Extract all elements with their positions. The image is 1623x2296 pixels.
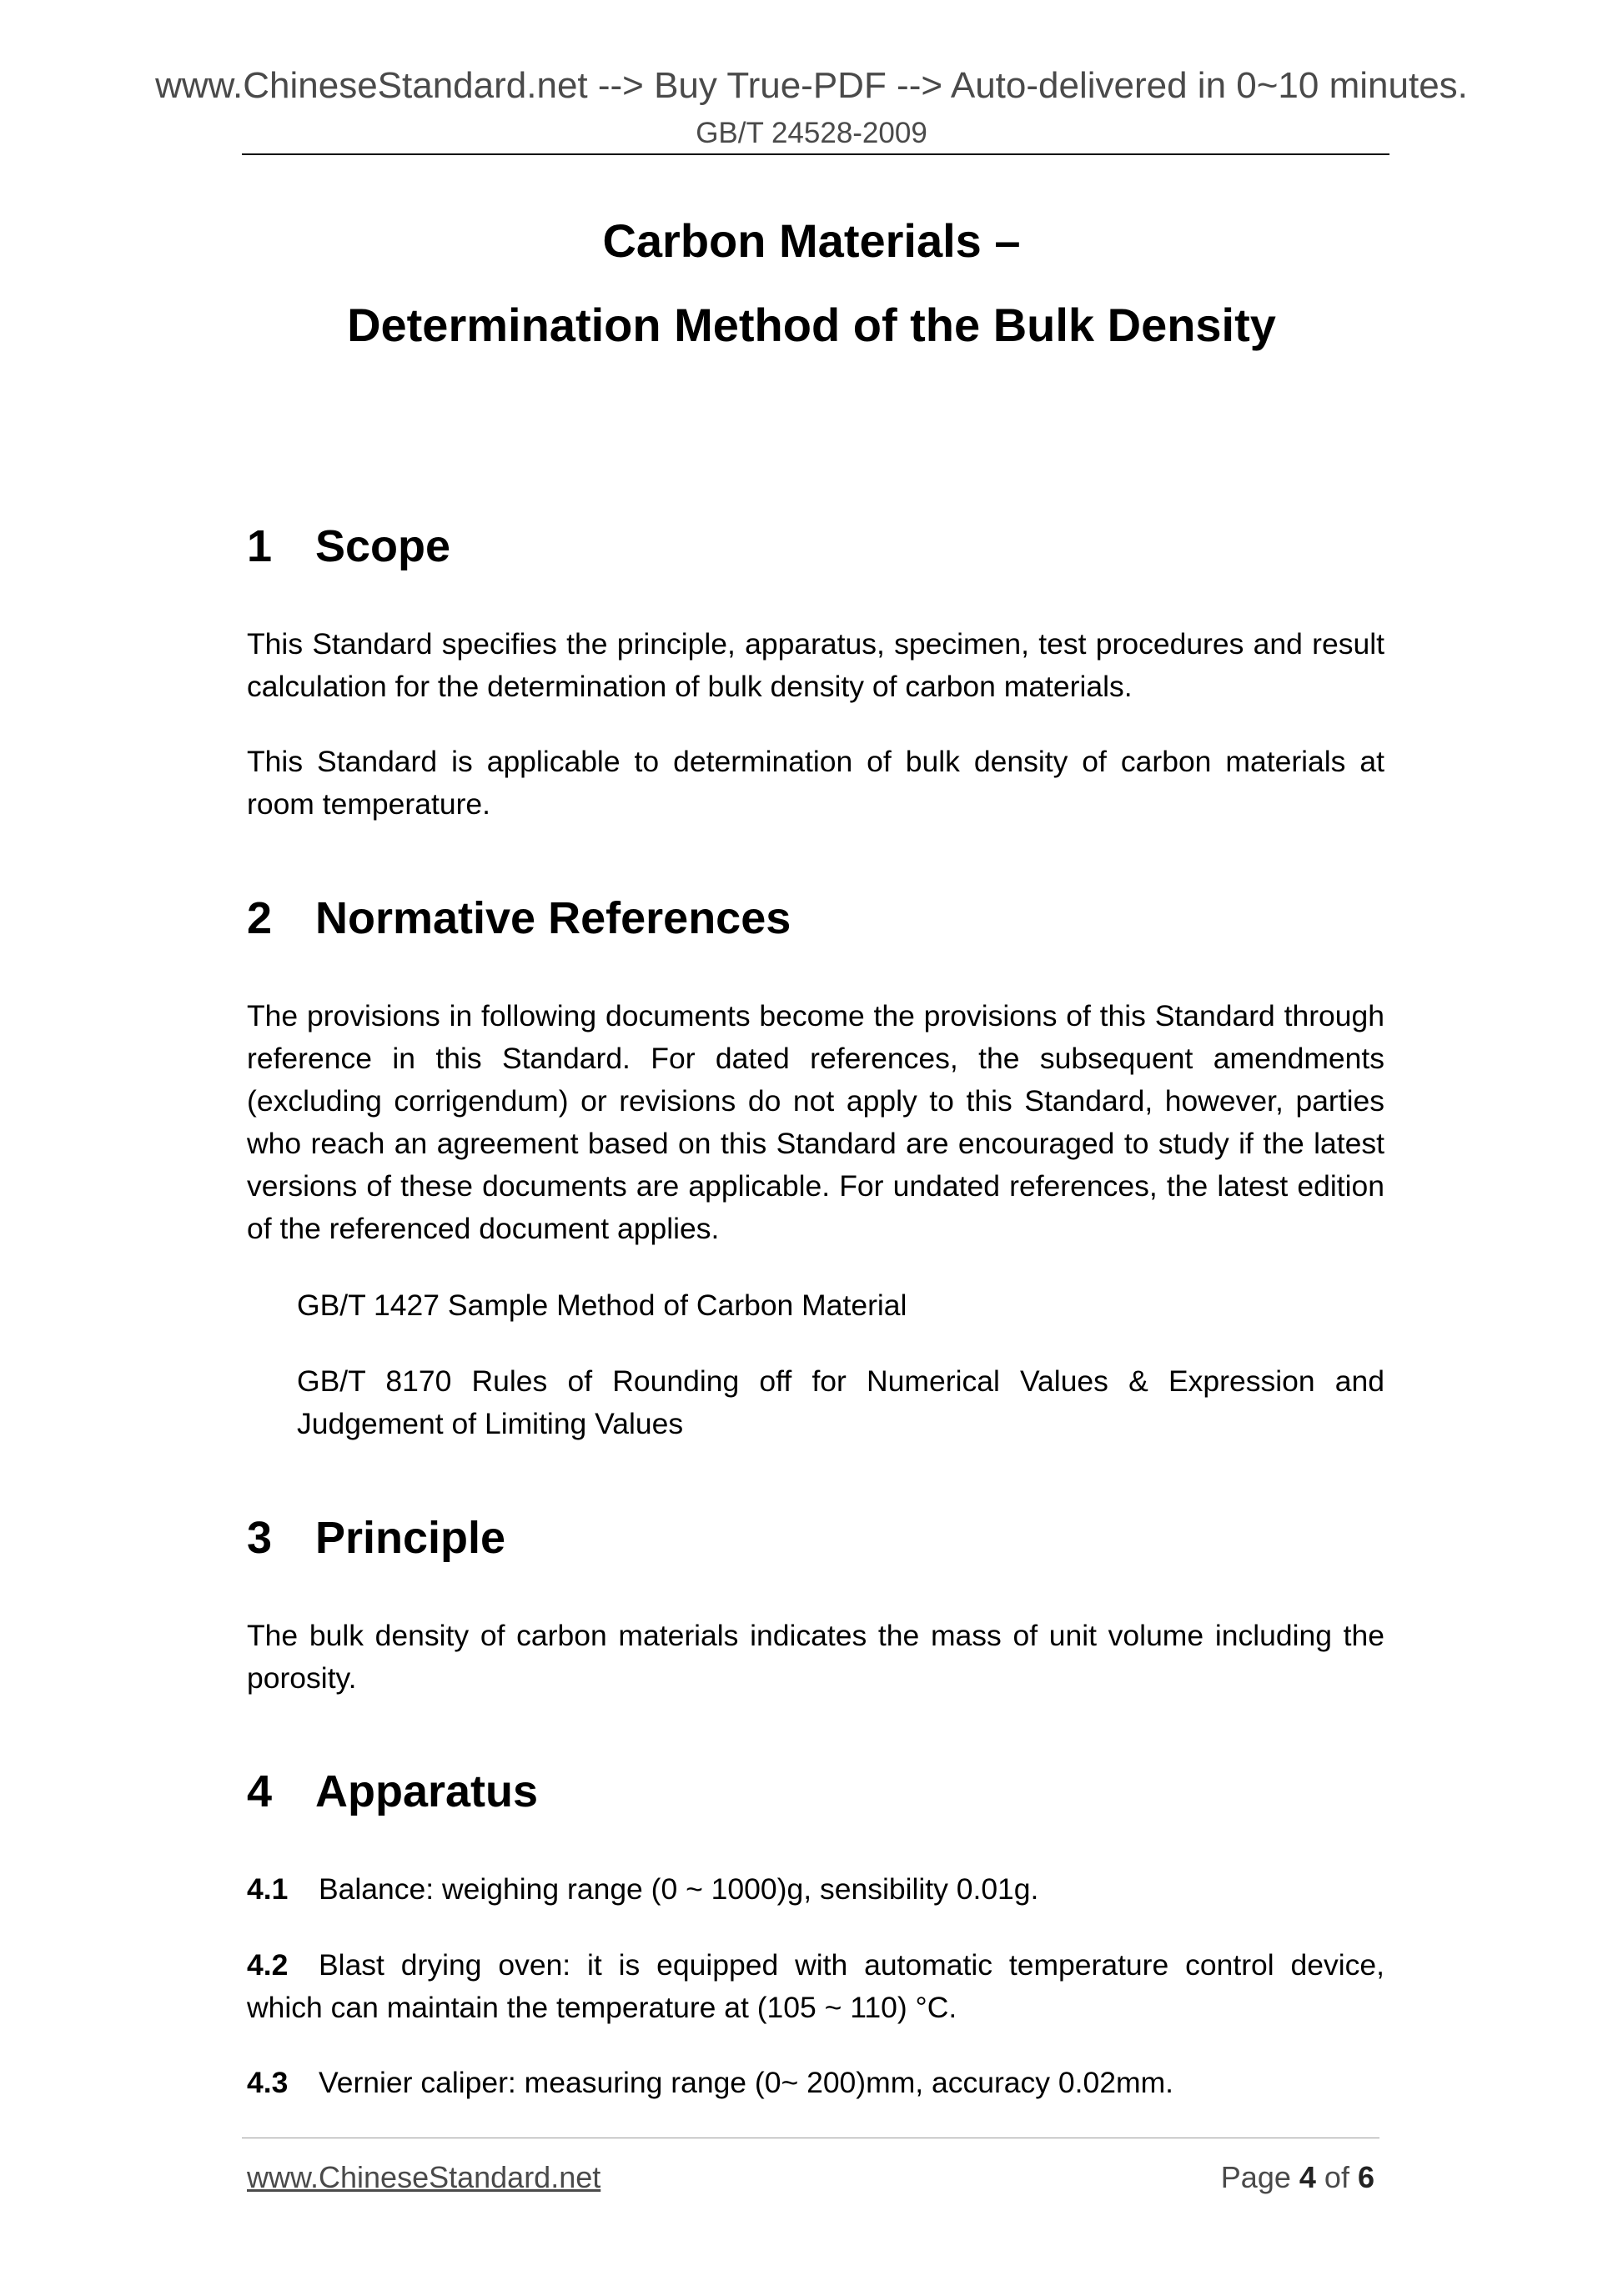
document-title-line2: Determination Method of the Bulk Density [347,299,1276,351]
page-total: 6 [1357,2160,1374,2194]
section-heading-principle [247,1512,505,1564]
header-divider [242,153,1389,155]
page-current: 4 [1299,2160,1316,2194]
scope-paragraph-2: This Standard is applicable to determination of bulk density of carbon materials at room temperature. [247,745,1384,821]
section-number: 2 [247,893,273,943]
scope-paragraph-1: This Standard specifies the principle, apparatus, specimen, test procedures and result calculation for the determination of bulk density of carbon materials. [247,627,1384,703]
clause-text: Vernier caliper: measuring range (0~ 200)mm, accuracy 0.02mm. [319,2066,1174,2099]
page-of-label: of [1324,2160,1349,2194]
section-title: Principle [315,1513,506,1563]
section-title: Scope [315,521,451,571]
section-number: 3 [247,1513,273,1563]
page-indicator [1221,2160,1374,2195]
clause-text: Blast drying oven: it is equipped with automatic temperature control device, which can maintain the temperature at (105 ~ 110) °C. [247,1948,1384,2024]
section-title: Normative References [315,893,791,943]
reference-item: GB/T 8170 Rules of Rounding off for Numerical Values & Expression and Judgement of Limiting Values [297,1364,1384,1440]
section-number: 4 [247,1766,273,1816]
principle-paragraph: The bulk density of carbon materials indicates the mass of unit volume including the porosity. [247,1619,1384,1695]
section-heading-apparatus [247,1766,538,1817]
section-heading-normative-references [247,892,791,944]
section-heading-scope [247,520,450,572]
reference-item: GB/T 1427 Sample Method of Carbon Material [297,1289,907,1322]
page-label: Page [1220,2160,1291,2194]
section-number: 1 [247,521,273,571]
section-title: Apparatus [315,1766,539,1816]
header-banner: www.ChineseStandard.net --> Buy True-PDF --> Auto-delivered in 0~10 minutes. [155,65,1468,106]
standard-code: GB/T 24528-2009 [696,117,927,149]
footer-site-link[interactable]: www.ChineseStandard.net [247,2160,601,2194]
apparatus-item [247,1944,1384,2029]
document-title-line1: Carbon Materials – [602,214,1021,267]
apparatus-item [247,2062,1384,2104]
clause-number: 4.2 [247,1948,289,1982]
clause-text: Balance: weighing range (0 ~ 1000)g, sensibility 0.01g. [319,1872,1039,1906]
references-paragraph: The provisions in following documents become the provisions of this Standard through reference in this Standard. For dated references, the subsequent amendments (excluding corrigendum) or revisions do not apply to this Standard, however, parties who reach an agreement based on this Standard are encouraged to study if the latest versions of these documents are applicable. For undated references, the latest edition of the referenced document applies. [247,999,1384,1245]
apparatus-item [247,1868,1384,1911]
clause-number: 4.3 [247,2066,289,2099]
clause-number: 4.1 [247,1872,289,1906]
